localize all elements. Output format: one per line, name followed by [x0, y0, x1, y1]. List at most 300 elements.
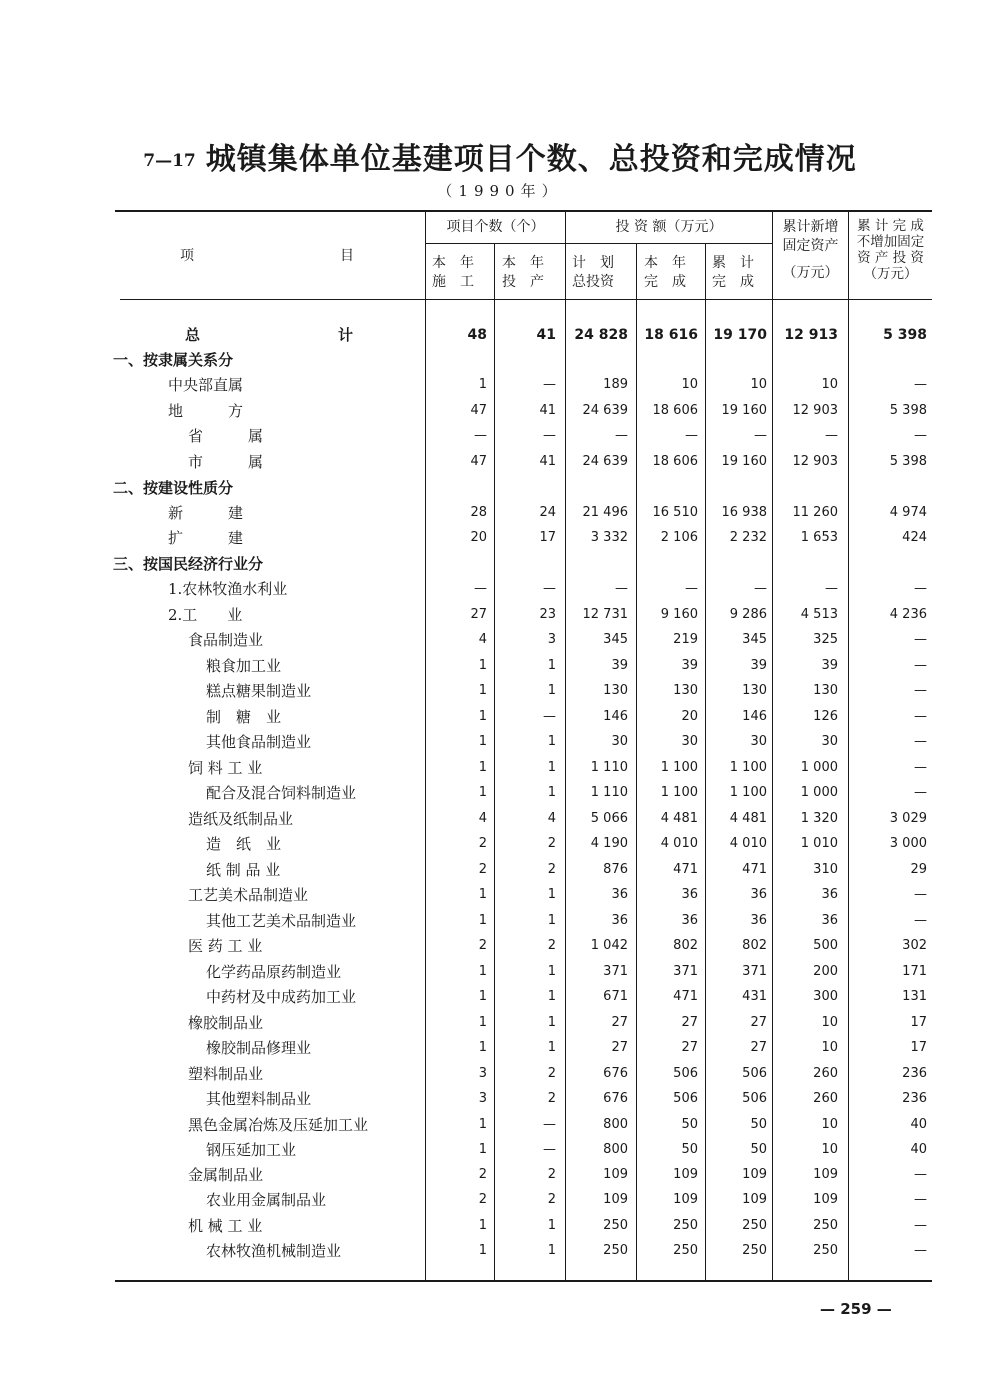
- row-value: 5 398: [889, 454, 927, 469]
- table-row: [0, 1214, 1000, 1238]
- row-value: 1 653: [800, 530, 838, 545]
- row-value: 1 100: [660, 785, 698, 800]
- row-value: 1 320: [800, 811, 838, 826]
- row-value: 20: [470, 530, 487, 545]
- row-label: 工艺美术品制造业: [188, 886, 309, 904]
- row-label: 农业用金属制品业: [206, 1191, 327, 1209]
- row-value: 109: [673, 1167, 698, 1182]
- row-label: 其他工艺美术品制造业: [206, 912, 357, 930]
- row-value: 325: [813, 632, 838, 647]
- row-value: 23: [539, 607, 556, 622]
- row-value: —: [914, 658, 927, 673]
- row-value: —: [543, 377, 556, 392]
- table-row: [0, 450, 1000, 474]
- row-value: 30: [750, 734, 767, 749]
- row-value: 27: [750, 1015, 767, 1030]
- row-label: 粮食加工业: [206, 657, 282, 675]
- row-value: 250: [813, 1218, 838, 1233]
- row-value: 41: [539, 403, 556, 418]
- row-label: 造 纸 业: [206, 835, 282, 853]
- table-row: [0, 501, 1000, 525]
- row-label: 一、按隶属关系分: [113, 351, 234, 369]
- subheader-planned-total: 计 划 总投资: [572, 255, 614, 290]
- row-value: 4 236: [889, 607, 927, 622]
- row-value: 345: [603, 632, 628, 647]
- row-label: 中药材及中成药加工业: [206, 988, 357, 1006]
- row-value: 236: [902, 1091, 927, 1106]
- row-value: 19 170: [713, 327, 767, 343]
- row-value: 10: [681, 377, 698, 392]
- row-label: 农林牧渔机械制造业: [206, 1242, 342, 1260]
- row-value: —: [914, 785, 927, 800]
- row-label: 地 方: [168, 402, 244, 420]
- row-value: 1: [547, 785, 556, 800]
- row-value: 671: [603, 989, 628, 1004]
- row-value: 506: [742, 1066, 767, 1081]
- row-value: 371: [603, 964, 628, 979]
- row-value: 16 510: [652, 505, 698, 520]
- table-year: （1990年）: [437, 182, 563, 200]
- row-value: 36: [611, 887, 628, 902]
- table-row: [0, 1113, 1000, 1137]
- row-label: 机 械 工 业: [188, 1217, 263, 1235]
- row-value: 18 616: [644, 327, 698, 343]
- table-row: [0, 934, 1000, 958]
- row-value: 300: [813, 989, 838, 1004]
- cum-new-assets-header: 累计新增 固定资产 （万元）: [782, 219, 839, 281]
- row-value: 371: [673, 964, 698, 979]
- row-value: —: [615, 581, 628, 596]
- row-value: 4 190: [590, 836, 628, 851]
- bottom-rule: [115, 1280, 932, 1282]
- row-value: 171: [902, 964, 927, 979]
- table-row: [0, 1011, 1000, 1035]
- row-value: 2: [547, 1192, 556, 1207]
- row-value: 3: [478, 1091, 487, 1106]
- row-label: 2.工 业: [168, 606, 243, 624]
- row-value: 302: [902, 938, 927, 953]
- row-value: —: [914, 887, 927, 902]
- row-value: 2: [547, 1091, 556, 1106]
- row-value: 10: [821, 377, 838, 392]
- row-value: 11 260: [792, 505, 838, 520]
- row-label: 三、按国民经济行业分: [113, 555, 264, 573]
- row-value: —: [474, 428, 487, 443]
- row-value: 27: [611, 1040, 628, 1055]
- table-row: [0, 960, 1000, 984]
- row-label: 糕点糖果制造业: [206, 682, 312, 700]
- row-value: 4: [478, 632, 487, 647]
- row-value: 130: [603, 683, 628, 698]
- row-value: 506: [742, 1091, 767, 1106]
- subheader-cumulative-completed: 累 计 完 成: [712, 255, 754, 290]
- row-value: 1 010: [800, 836, 838, 851]
- row-value: 36: [681, 913, 698, 928]
- title-text: 城镇集体单位基建项目个数、总投资和完成情况: [205, 142, 857, 177]
- row-label: 钢压延加工业: [206, 1141, 297, 1159]
- row-value: 236: [902, 1066, 927, 1081]
- row-label: 食品制造业: [188, 631, 264, 649]
- row-value: 109: [673, 1192, 698, 1207]
- table-title: [0, 134, 1000, 178]
- row-value: 1: [478, 1142, 487, 1157]
- row-value: 1: [478, 887, 487, 902]
- row-value: —: [543, 581, 556, 596]
- row-value: —: [914, 1218, 927, 1233]
- table-row: [0, 730, 1000, 754]
- row-value: —: [914, 581, 927, 596]
- row-value: 24: [539, 505, 556, 520]
- row-value: 109: [742, 1192, 767, 1207]
- row-value: 30: [821, 734, 838, 749]
- row-label: 橡胶制品业: [188, 1014, 264, 1032]
- row-label: 1.农林牧渔水利业: [168, 580, 288, 598]
- table-row: [0, 756, 1000, 780]
- row-value: —: [914, 1243, 927, 1258]
- investment-header: 投 资 额（万元）: [615, 219, 723, 235]
- row-value: 47: [470, 454, 487, 469]
- row-label: 医 药 工 业: [188, 937, 263, 955]
- row-value: 28: [470, 505, 487, 520]
- row-value: 1: [547, 734, 556, 749]
- row-label: 黑色金属冶炼及压延加工业: [188, 1116, 369, 1134]
- row-value: 471: [673, 989, 698, 1004]
- header-bottom-rule: [120, 299, 932, 300]
- row-value: 39: [681, 658, 698, 673]
- table-row: [0, 1239, 1000, 1263]
- row-value: 260: [813, 1091, 838, 1106]
- row-value: 50: [750, 1142, 767, 1157]
- row-value: 1: [478, 964, 487, 979]
- row-value: 109: [742, 1167, 767, 1182]
- row-value: —: [615, 428, 628, 443]
- row-value: 1: [547, 887, 556, 902]
- row-value: 1 110: [590, 760, 628, 775]
- row-value: 1: [547, 913, 556, 928]
- row-value: 36: [750, 913, 767, 928]
- row-value: 3 029: [889, 811, 927, 826]
- row-label: 中央部直属: [168, 376, 244, 394]
- table-number: 7—17: [143, 151, 196, 171]
- row-value: 250: [673, 1243, 698, 1258]
- row-value: 27: [611, 1015, 628, 1030]
- row-label: 扩 建: [168, 529, 244, 547]
- row-value: 200: [813, 964, 838, 979]
- table-row: [0, 399, 1000, 423]
- row-value: 189: [603, 377, 628, 392]
- row-value: 2: [547, 938, 556, 953]
- row-label: 金属制品业: [188, 1166, 264, 1184]
- row-label: 其他塑料制品业: [206, 1090, 312, 1108]
- table-row: [0, 781, 1000, 805]
- row-value: 250: [603, 1243, 628, 1258]
- row-value: —: [685, 428, 698, 443]
- row-value: 47: [470, 403, 487, 418]
- row-value: 36: [821, 887, 838, 902]
- row-value: 24 828: [574, 327, 628, 343]
- row-value: 2: [478, 862, 487, 877]
- row-value: 4 974: [889, 505, 927, 520]
- row-value: 802: [742, 938, 767, 953]
- row-value: 1 100: [729, 760, 767, 775]
- row-value: 126: [813, 709, 838, 724]
- row-value: 2: [547, 1066, 556, 1081]
- row-value: 2 106: [660, 530, 698, 545]
- row-value: —: [543, 709, 556, 724]
- row-value: 146: [603, 709, 628, 724]
- row-value: 1: [478, 913, 487, 928]
- row-value: 1: [547, 1015, 556, 1030]
- row-value: 109: [603, 1167, 628, 1182]
- row-value: 40: [910, 1142, 927, 1157]
- row-value: 19 160: [721, 454, 767, 469]
- row-value: 1: [478, 658, 487, 673]
- table-row: [0, 373, 1000, 397]
- table-row: [0, 1188, 1000, 1212]
- row-value: —: [914, 377, 927, 392]
- row-value: 130: [742, 683, 767, 698]
- row-value: 24 639: [582, 403, 628, 418]
- row-value: 5 398: [883, 327, 927, 343]
- row-value: 506: [673, 1091, 698, 1106]
- table-row: [0, 832, 1000, 856]
- row-value: —: [914, 683, 927, 698]
- table-row: [0, 679, 1000, 703]
- row-value: 12 913: [784, 327, 838, 343]
- subheader-started: 本 年 施 工: [432, 255, 474, 290]
- row-value: 30: [611, 734, 628, 749]
- table-row: [0, 577, 1000, 601]
- row-value: —: [825, 428, 838, 443]
- row-value: 18 606: [652, 403, 698, 418]
- row-value: 3: [547, 632, 556, 647]
- subheader-in-production: 本 年 投 产: [502, 255, 544, 290]
- row-value: 371: [742, 964, 767, 979]
- table-row: [0, 1062, 1000, 1086]
- row-value: 431: [742, 989, 767, 1004]
- row-value: 36: [611, 913, 628, 928]
- row-value: 1 100: [660, 760, 698, 775]
- table-row: [0, 526, 1000, 550]
- row-value: 39: [750, 658, 767, 673]
- table-row: [0, 909, 1000, 933]
- row-value: 424: [902, 530, 927, 545]
- row-value: 4 513: [800, 607, 838, 622]
- row-value: 876: [603, 862, 628, 877]
- table-row: [0, 858, 1000, 882]
- row-label: 新 建: [168, 504, 244, 522]
- row-value: 109: [813, 1192, 838, 1207]
- cum-non-asset-header: 累 计 完 成 不增加固定 资 产 投 资 （万元）: [856, 218, 925, 282]
- table-row: [0, 552, 1000, 576]
- row-value: 1: [478, 734, 487, 749]
- table-row: [0, 705, 1000, 729]
- row-value: 16 938: [721, 505, 767, 520]
- row-value: —: [543, 1142, 556, 1157]
- row-value: 219: [673, 632, 698, 647]
- row-value: 10: [821, 1015, 838, 1030]
- row-value: 5 066: [590, 811, 628, 826]
- row-value: 1: [478, 709, 487, 724]
- row-value: 4 481: [729, 811, 767, 826]
- table-row: [0, 476, 1000, 500]
- row-label: 配合及混合饲料制造业: [206, 784, 357, 802]
- row-value: 800: [603, 1142, 628, 1157]
- row-value: —: [754, 428, 767, 443]
- row-value: 1: [478, 785, 487, 800]
- row-value: 30: [681, 734, 698, 749]
- row-value: 19 160: [721, 403, 767, 418]
- item-header-left: 项: [180, 248, 194, 264]
- row-value: 36: [821, 913, 838, 928]
- row-value: —: [754, 581, 767, 596]
- row-value: 1: [547, 760, 556, 775]
- row-value: 1: [478, 1243, 487, 1258]
- row-value: 146: [742, 709, 767, 724]
- row-value: 310: [813, 862, 838, 877]
- page-number: — 259 —: [820, 1300, 892, 1318]
- table-row: [0, 654, 1000, 678]
- row-value: 1 100: [729, 785, 767, 800]
- table-row: [0, 603, 1000, 627]
- row-value: 1: [547, 1218, 556, 1233]
- row-value: 10: [821, 1040, 838, 1055]
- row-value: 471: [742, 862, 767, 877]
- row-value: 1 000: [800, 760, 838, 775]
- row-label: 饲 料 工 业: [188, 759, 263, 777]
- row-value: 24 639: [582, 454, 628, 469]
- row-value: 1 000: [800, 785, 838, 800]
- row-value: 18 606: [652, 454, 698, 469]
- row-value: 1: [478, 1015, 487, 1030]
- row-value: 260: [813, 1066, 838, 1081]
- row-value: 4 010: [660, 836, 698, 851]
- row-value: 4: [547, 811, 556, 826]
- row-value: 48: [467, 327, 487, 343]
- row-value: —: [543, 1117, 556, 1132]
- row-value: 21 496: [582, 505, 628, 520]
- row-value: 2: [478, 938, 487, 953]
- row-label: 市 属: [188, 453, 264, 471]
- item-header-right: 目: [340, 248, 354, 264]
- row-value: 41: [539, 454, 556, 469]
- table-row: [0, 1163, 1000, 1187]
- row-value: 1: [547, 683, 556, 698]
- row-value: 1: [547, 1243, 556, 1258]
- row-value: 800: [603, 1117, 628, 1132]
- row-value: 1: [478, 1040, 487, 1055]
- row-value: 27: [681, 1040, 698, 1055]
- row-value: 12 903: [792, 454, 838, 469]
- row-value: 2: [478, 1167, 487, 1182]
- row-value: —: [914, 632, 927, 647]
- row-value: 9 160: [660, 607, 698, 622]
- row-value: 10: [821, 1117, 838, 1132]
- row-value: 9 286: [729, 607, 767, 622]
- row-value: —: [914, 1167, 927, 1182]
- row-value: 1: [547, 989, 556, 1004]
- row-value: 3 000: [889, 836, 927, 851]
- row-value: 131: [902, 989, 927, 1004]
- row-value: 10: [750, 377, 767, 392]
- row-value: 1: [478, 989, 487, 1004]
- row-value: —: [474, 581, 487, 596]
- row-value: 250: [742, 1243, 767, 1258]
- row-value: 39: [821, 658, 838, 673]
- row-label: 二、按建设性质分: [113, 479, 234, 497]
- row-value: 2: [478, 836, 487, 851]
- row-label: 化学药品原药制造业: [206, 963, 342, 981]
- row-value: 250: [603, 1218, 628, 1233]
- row-value: 2 232: [729, 530, 767, 545]
- row-label: 纸 制 品 业: [206, 861, 281, 879]
- row-value: 17: [910, 1015, 927, 1030]
- table-row: [0, 424, 1000, 448]
- row-value: 109: [813, 1167, 838, 1182]
- row-value: 1 042: [590, 938, 628, 953]
- row-value: 3: [478, 1066, 487, 1081]
- row-value: 17: [910, 1040, 927, 1055]
- row-value: 12 903: [792, 403, 838, 418]
- table-row: [0, 1087, 1000, 1111]
- row-value: —: [685, 581, 698, 596]
- table-row: [0, 348, 1000, 372]
- row-value: 2: [547, 1167, 556, 1182]
- row-value: 130: [813, 683, 838, 698]
- row-value: 1: [547, 1040, 556, 1055]
- row-label: 总 计: [185, 326, 356, 344]
- row-value: —: [914, 1192, 927, 1207]
- row-value: 17: [539, 530, 556, 545]
- row-value: 41: [536, 327, 556, 343]
- row-value: 109: [603, 1192, 628, 1207]
- row-label: 造纸及纸制品业: [188, 810, 294, 828]
- row-value: 4 481: [660, 811, 698, 826]
- row-value: 36: [750, 887, 767, 902]
- row-value: 676: [603, 1091, 628, 1106]
- row-value: 3 332: [590, 530, 628, 545]
- row-value: 12 731: [582, 607, 628, 622]
- row-label: 其他食品制造业: [206, 733, 312, 751]
- row-value: 1: [478, 760, 487, 775]
- row-value: —: [543, 428, 556, 443]
- row-value: 345: [742, 632, 767, 647]
- row-value: 1: [478, 1117, 487, 1132]
- row-label: 塑料制品业: [188, 1065, 264, 1083]
- row-value: —: [914, 428, 927, 443]
- table-row: [0, 807, 1000, 831]
- row-value: —: [825, 581, 838, 596]
- row-value: 4: [478, 811, 487, 826]
- row-value: 1 110: [590, 785, 628, 800]
- table-row: [0, 985, 1000, 1009]
- row-value: 1: [478, 1218, 487, 1233]
- row-value: 2: [478, 1192, 487, 1207]
- row-value: 676: [603, 1066, 628, 1081]
- row-value: 802: [673, 938, 698, 953]
- row-value: 1: [547, 658, 556, 673]
- header-group-rule: [425, 243, 772, 244]
- row-value: 50: [750, 1117, 767, 1132]
- row-value: 27: [681, 1015, 698, 1030]
- table-row: [0, 1138, 1000, 1162]
- row-value: 1: [478, 683, 487, 698]
- row-value: 471: [673, 862, 698, 877]
- row-value: 2: [547, 862, 556, 877]
- table-row: [0, 883, 1000, 907]
- top-rule: [115, 210, 932, 212]
- row-value: 1: [478, 377, 487, 392]
